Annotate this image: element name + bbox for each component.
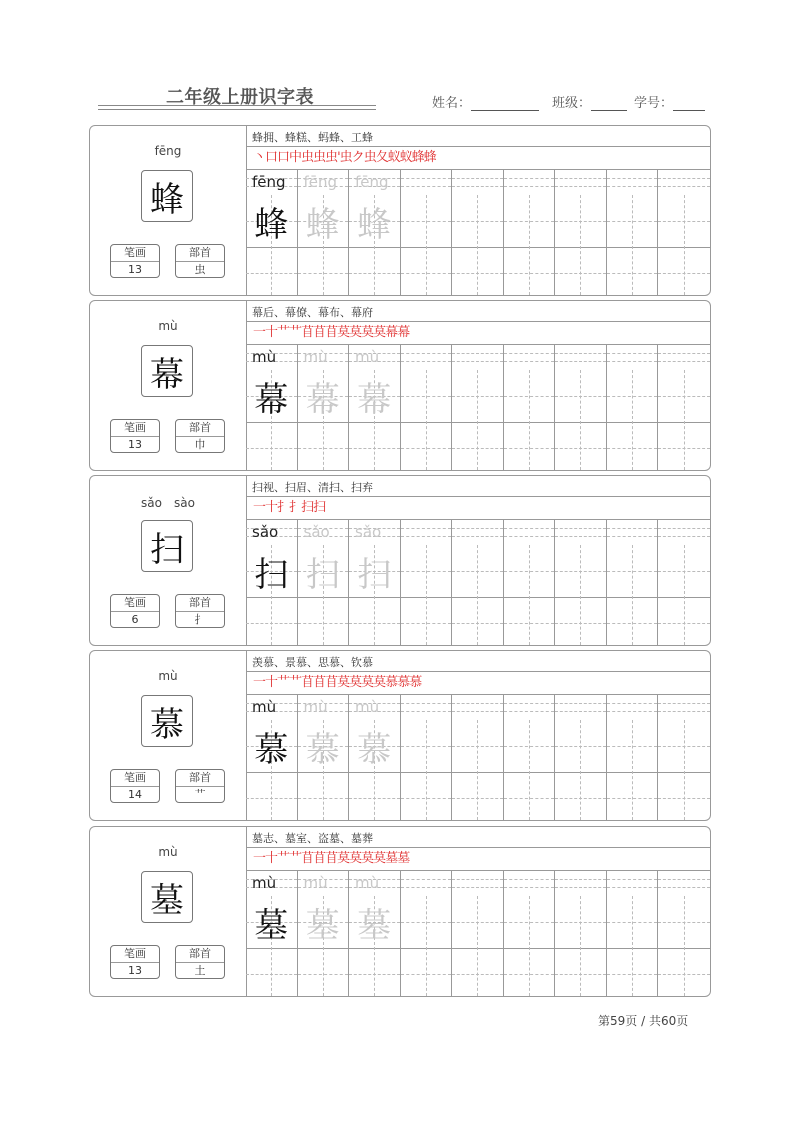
stroke-step: 莫 <box>337 325 350 340</box>
writing-cell[interactable] <box>555 370 607 470</box>
grid-pinyin: mù <box>252 698 277 716</box>
character-pinyin: mù <box>158 845 178 859</box>
stroke-count-value: 14 <box>128 788 142 801</box>
class-blank[interactable] <box>591 96 627 111</box>
trace-pinyin: mù <box>303 348 328 366</box>
pinyin-cell[interactable] <box>452 345 504 370</box>
pinyin-cell[interactable] <box>298 695 350 720</box>
example-words: 羡慕、景慕、思慕、钦慕 <box>252 656 373 669</box>
pinyin-cell[interactable] <box>555 871 607 896</box>
character-pinyin: mù <box>158 669 178 683</box>
stroke-step: 口 <box>265 150 278 165</box>
writing-cell[interactable] <box>401 720 453 820</box>
example-words: 幕后、幕僚、幕布、幕府 <box>252 306 373 319</box>
stroke-step: 虫' <box>325 150 340 165</box>
stroke-count-label: 笔画 <box>111 595 159 612</box>
practice-grid <box>246 695 710 820</box>
pinyin-cell[interactable] <box>298 520 350 545</box>
class-label: 班级： <box>552 96 592 111</box>
student-id-label: 学号： <box>634 96 674 111</box>
grid-pinyin: fēng <box>252 173 286 191</box>
writing-cell[interactable] <box>349 720 401 820</box>
writing-cell[interactable] <box>349 545 401 645</box>
writing-cell[interactable] <box>555 195 607 295</box>
character-display: 墓 <box>141 871 193 923</box>
character-pinyin: sǎo sào <box>141 496 195 510</box>
trace-character: 墓 <box>357 905 392 946</box>
writing-cell[interactable] <box>298 720 350 820</box>
trace-pinyin: fēng <box>303 173 338 191</box>
stroke-step: 蚁 <box>387 150 400 165</box>
stroke-order <box>253 849 409 869</box>
stroke-order <box>253 148 436 168</box>
pinyin-cell[interactable] <box>658 170 710 195</box>
stroke-count-label: 笔画 <box>111 245 159 262</box>
stroke-count-value: 6 <box>131 613 139 626</box>
trace-character: 幕 <box>305 379 340 420</box>
stroke-step: 艹 <box>277 851 290 866</box>
trace-character: 蜂 <box>305 204 340 245</box>
example-words: 墓志、墓室、盗墓、墓葬 <box>252 832 373 845</box>
writing-cell[interactable] <box>504 370 556 470</box>
pinyin-cell[interactable] <box>607 345 659 370</box>
pinyin-cell[interactable] <box>452 871 504 896</box>
pinyin-cell[interactable] <box>298 345 350 370</box>
trace-pinyin: mù <box>355 348 380 366</box>
pinyin-cell[interactable] <box>298 170 350 195</box>
pinyin-cell[interactable] <box>349 345 401 370</box>
practice-grid <box>246 520 710 645</box>
pinyin-cell[interactable] <box>607 520 659 545</box>
pinyin-cell[interactable] <box>504 520 556 545</box>
character-card <box>89 826 711 997</box>
writing-cell[interactable] <box>607 370 659 470</box>
stroke-step: 苜 <box>325 325 338 340</box>
stroke-step: 虫 <box>313 150 326 165</box>
stroke-step: 莫 <box>337 675 350 690</box>
stroke-step: 扌 <box>289 500 302 515</box>
trace-pinyin: mù <box>355 698 380 716</box>
stroke-step: 口 <box>277 150 290 165</box>
page-number: 第59页 / 共60页 <box>598 1014 689 1028</box>
stroke-count-value: 13 <box>128 438 142 451</box>
writing-row <box>246 195 710 295</box>
radical-label: 部首 <box>176 420 224 437</box>
writing-cell[interactable] <box>658 545 710 645</box>
writing-cell[interactable] <box>401 896 453 996</box>
writing-cell[interactable] <box>246 370 298 470</box>
stroke-step: 苜 <box>313 325 326 340</box>
writing-cell[interactable] <box>452 896 504 996</box>
example-words: 扫视、扫眉、清扫、扫弃 <box>252 481 373 494</box>
pinyin-cell[interactable] <box>452 520 504 545</box>
stroke-step: 中 <box>289 150 302 165</box>
character-card <box>89 475 711 646</box>
stroke-step: 蚁 <box>399 150 412 165</box>
stroke-step: 艹 <box>289 325 302 340</box>
character-display: 幕 <box>141 345 193 397</box>
name-field[interactable] <box>432 92 539 111</box>
stroke-step: 扌 <box>277 500 290 515</box>
pinyin-cell[interactable] <box>504 695 556 720</box>
pinyin-cell[interactable] <box>658 520 710 545</box>
trace-character: 慕 <box>357 729 392 770</box>
radical-value: 巾 <box>194 438 206 451</box>
trace-pinyin: mù <box>303 698 328 716</box>
radical-label: 部首 <box>176 946 224 963</box>
writing-cell[interactable] <box>658 896 710 996</box>
trace-pinyin: sǎo <box>303 523 330 541</box>
stroke-step: 墓 <box>385 851 398 866</box>
stroke-step: 艹 <box>289 851 302 866</box>
pinyin-cell[interactable] <box>349 520 401 545</box>
writing-cell[interactable] <box>349 195 401 295</box>
stroke-count-box <box>110 419 160 453</box>
writing-cell[interactable] <box>658 370 710 470</box>
stroke-step: 虫 <box>301 150 314 165</box>
stroke-count-box <box>110 594 160 628</box>
class-field[interactable] <box>552 92 627 111</box>
radical-value: 艹 <box>194 788 206 801</box>
practice-grid <box>246 170 710 295</box>
stroke-step: 莫 <box>361 675 374 690</box>
pinyin-cell[interactable] <box>504 170 556 195</box>
radical-box <box>175 594 225 628</box>
pinyin-cell[interactable] <box>607 170 659 195</box>
writing-cell[interactable] <box>246 195 298 295</box>
stroke-count-value: 13 <box>128 964 142 977</box>
trace-pinyin: fēng <box>355 173 389 191</box>
pinyin-cell[interactable] <box>246 871 298 896</box>
grid-pinyin: sǎo <box>252 523 279 541</box>
stroke-step: 莫 <box>373 325 386 340</box>
stroke-step: 扫 <box>301 500 314 515</box>
stroke-count-label: 笔画 <box>111 946 159 963</box>
pinyin-cell[interactable] <box>401 520 453 545</box>
writing-cell[interactable] <box>607 896 659 996</box>
pinyin-cell[interactable] <box>349 695 401 720</box>
trace-pinyin: mù <box>355 874 380 892</box>
radical-value: 虫 <box>194 263 206 276</box>
pinyin-cell[interactable] <box>504 871 556 896</box>
character-display: 慕 <box>141 695 193 747</box>
stroke-step: 莫 <box>349 851 362 866</box>
radical-label: 部首 <box>176 595 224 612</box>
writing-cell[interactable] <box>298 195 350 295</box>
pinyin-cell[interactable] <box>349 871 401 896</box>
stroke-step: 一 <box>253 500 266 515</box>
pinyin-row <box>246 695 710 720</box>
writing-cell[interactable] <box>401 370 453 470</box>
practice-grid <box>246 871 710 996</box>
radical-value: 土 <box>194 964 206 977</box>
character-card <box>89 650 711 821</box>
student-id-field[interactable] <box>634 92 705 111</box>
writing-cell[interactable] <box>349 896 401 996</box>
stroke-count-label: 笔画 <box>111 770 159 787</box>
stroke-count-box <box>110 244 160 278</box>
name-label: 姓名： <box>432 96 472 111</box>
radical-value: 扌 <box>194 613 206 626</box>
writing-cell[interactable] <box>349 370 401 470</box>
stroke-count-box <box>110 769 160 803</box>
name-blank[interactable] <box>471 96 539 111</box>
pinyin-cell[interactable] <box>401 345 453 370</box>
character-display: 蜂 <box>141 170 193 222</box>
writing-cell[interactable] <box>452 545 504 645</box>
trace-character: 慕 <box>305 729 340 770</box>
stroke-order <box>253 323 409 343</box>
writing-cell[interactable] <box>298 896 350 996</box>
character-info <box>90 476 247 645</box>
grid-character: 幕 <box>254 379 289 420</box>
writing-cell[interactable] <box>504 720 556 820</box>
writing-row <box>246 896 710 996</box>
stroke-step: 莫 <box>361 851 374 866</box>
pinyin-cell[interactable] <box>452 695 504 720</box>
pinyin-cell[interactable] <box>246 695 298 720</box>
writing-cell[interactable] <box>607 195 659 295</box>
radical-label: 部首 <box>176 770 224 787</box>
pinyin-cell[interactable] <box>555 695 607 720</box>
pinyin-row <box>246 871 710 896</box>
trace-pinyin: sǎo <box>355 523 382 541</box>
writing-cell[interactable] <box>452 720 504 820</box>
grid-character: 慕 <box>254 729 289 770</box>
writing-cell[interactable] <box>504 195 556 295</box>
stroke-step: 苜 <box>325 675 338 690</box>
character-info <box>90 651 247 820</box>
pinyin-cell[interactable] <box>555 345 607 370</box>
stroke-step: 艹 <box>289 675 302 690</box>
student-id-blank[interactable] <box>673 96 705 111</box>
writing-row <box>246 545 710 645</box>
stroke-step: 虫夂 <box>363 150 388 165</box>
stroke-step: 一 <box>253 325 266 340</box>
stroke-step: 莫 <box>349 325 362 340</box>
character-info <box>90 126 247 295</box>
stroke-step: 十 <box>265 851 278 866</box>
stroke-count-value: 13 <box>128 263 142 276</box>
pinyin-cell[interactable] <box>246 170 298 195</box>
writing-cell[interactable] <box>555 896 607 996</box>
stroke-step: 幕 <box>397 325 410 340</box>
writing-cell[interactable] <box>658 195 710 295</box>
writing-cell[interactable] <box>298 370 350 470</box>
pinyin-cell[interactable] <box>401 170 453 195</box>
trace-character: 扫 <box>357 554 392 595</box>
trace-pinyin: mù <box>303 874 328 892</box>
writing-cell[interactable] <box>401 195 453 295</box>
writing-cell[interactable] <box>298 545 350 645</box>
stroke-step: 莫 <box>337 851 350 866</box>
stroke-step: 一 <box>253 675 266 690</box>
writing-cell[interactable] <box>658 720 710 820</box>
radical-box <box>175 419 225 453</box>
writing-cell[interactable] <box>246 720 298 820</box>
writing-cell[interactable] <box>246 545 298 645</box>
title-underline <box>98 105 376 113</box>
writing-cell[interactable] <box>452 370 504 470</box>
character-card <box>89 300 711 471</box>
stroke-step: 扫 <box>313 500 326 515</box>
grid-pinyin: mù <box>252 874 277 892</box>
stroke-step: 一 <box>253 851 266 866</box>
stroke-count-box <box>110 945 160 979</box>
practice-grid <box>246 345 710 470</box>
pinyin-cell[interactable] <box>246 345 298 370</box>
pinyin-cell[interactable] <box>298 871 350 896</box>
stroke-step: 蜂 <box>423 150 436 165</box>
stroke-step: 丶 <box>253 150 266 165</box>
stroke-step: 虫ク <box>339 150 364 165</box>
writing-cell[interactable] <box>246 896 298 996</box>
stroke-step: 蜂 <box>411 150 424 165</box>
writing-cell[interactable] <box>401 545 453 645</box>
stroke-step: 苜 <box>313 851 326 866</box>
pinyin-row <box>246 520 710 545</box>
grid-pinyin: mù <box>252 348 277 366</box>
pinyin-cell[interactable] <box>401 871 453 896</box>
pinyin-cell[interactable] <box>658 345 710 370</box>
stroke-step: 苜 <box>301 325 314 340</box>
stroke-step: 慕 <box>385 675 398 690</box>
trace-character: 扫 <box>305 554 340 595</box>
pinyin-row <box>246 345 710 370</box>
trace-character: 幕 <box>357 379 392 420</box>
writing-cell[interactable] <box>607 720 659 820</box>
trace-character: 墓 <box>305 905 340 946</box>
radical-box <box>175 244 225 278</box>
radical-box <box>175 769 225 803</box>
stroke-step: 苜 <box>313 675 326 690</box>
stroke-step: 莫 <box>373 851 386 866</box>
pinyin-cell[interactable] <box>452 170 504 195</box>
stroke-step: 慕 <box>397 675 410 690</box>
stroke-step: 苜 <box>301 675 314 690</box>
writing-cell[interactable] <box>607 545 659 645</box>
pinyin-row <box>246 170 710 195</box>
grid-character: 蜂 <box>254 204 289 245</box>
radical-box <box>175 945 225 979</box>
character-info <box>90 827 247 996</box>
grid-character: 墓 <box>254 905 289 946</box>
stroke-step: 莫 <box>373 675 386 690</box>
stroke-step: 莫 <box>361 325 374 340</box>
pinyin-cell[interactable] <box>504 345 556 370</box>
pinyin-cell[interactable] <box>401 695 453 720</box>
pinyin-cell[interactable] <box>658 871 710 896</box>
radical-label: 部首 <box>176 245 224 262</box>
stroke-order <box>253 673 421 693</box>
character-info <box>90 301 247 470</box>
page-title: 二年级上册识字表 <box>166 87 314 108</box>
character-display: 扫 <box>141 520 193 572</box>
character-card <box>89 125 711 296</box>
pinyin-cell[interactable] <box>555 170 607 195</box>
stroke-step: 莫 <box>349 675 362 690</box>
stroke-step: 幕 <box>385 325 398 340</box>
stroke-count-label: 笔画 <box>111 420 159 437</box>
character-pinyin: fēng <box>154 144 182 158</box>
stroke-step: 墓 <box>397 851 410 866</box>
stroke-step: 苜 <box>301 851 314 866</box>
stroke-step: 艹 <box>277 325 290 340</box>
writing-cell[interactable] <box>555 545 607 645</box>
pinyin-cell[interactable] <box>607 871 659 896</box>
example-words: 蜂拥、蜂糕、蚂蜂、工蜂 <box>252 131 373 144</box>
stroke-step: 十 <box>265 675 278 690</box>
writing-row <box>246 720 710 820</box>
pinyin-cell[interactable] <box>555 520 607 545</box>
stroke-step: 慕 <box>409 675 422 690</box>
writing-cell[interactable] <box>504 896 556 996</box>
stroke-step: 十 <box>265 325 278 340</box>
grid-character: 扫 <box>254 554 289 595</box>
writing-cell[interactable] <box>555 720 607 820</box>
pinyin-cell[interactable] <box>349 170 401 195</box>
writing-cell[interactable] <box>452 195 504 295</box>
writing-row <box>246 370 710 470</box>
stroke-step: 艹 <box>277 675 290 690</box>
pinyin-cell[interactable] <box>607 695 659 720</box>
pinyin-cell[interactable] <box>246 520 298 545</box>
pinyin-cell[interactable] <box>658 695 710 720</box>
writing-cell[interactable] <box>504 545 556 645</box>
stroke-step: 十 <box>265 500 278 515</box>
stroke-step: 苜 <box>325 851 338 866</box>
trace-character: 蜂 <box>357 204 392 245</box>
stroke-order <box>253 498 325 518</box>
character-pinyin: mù <box>158 319 178 333</box>
